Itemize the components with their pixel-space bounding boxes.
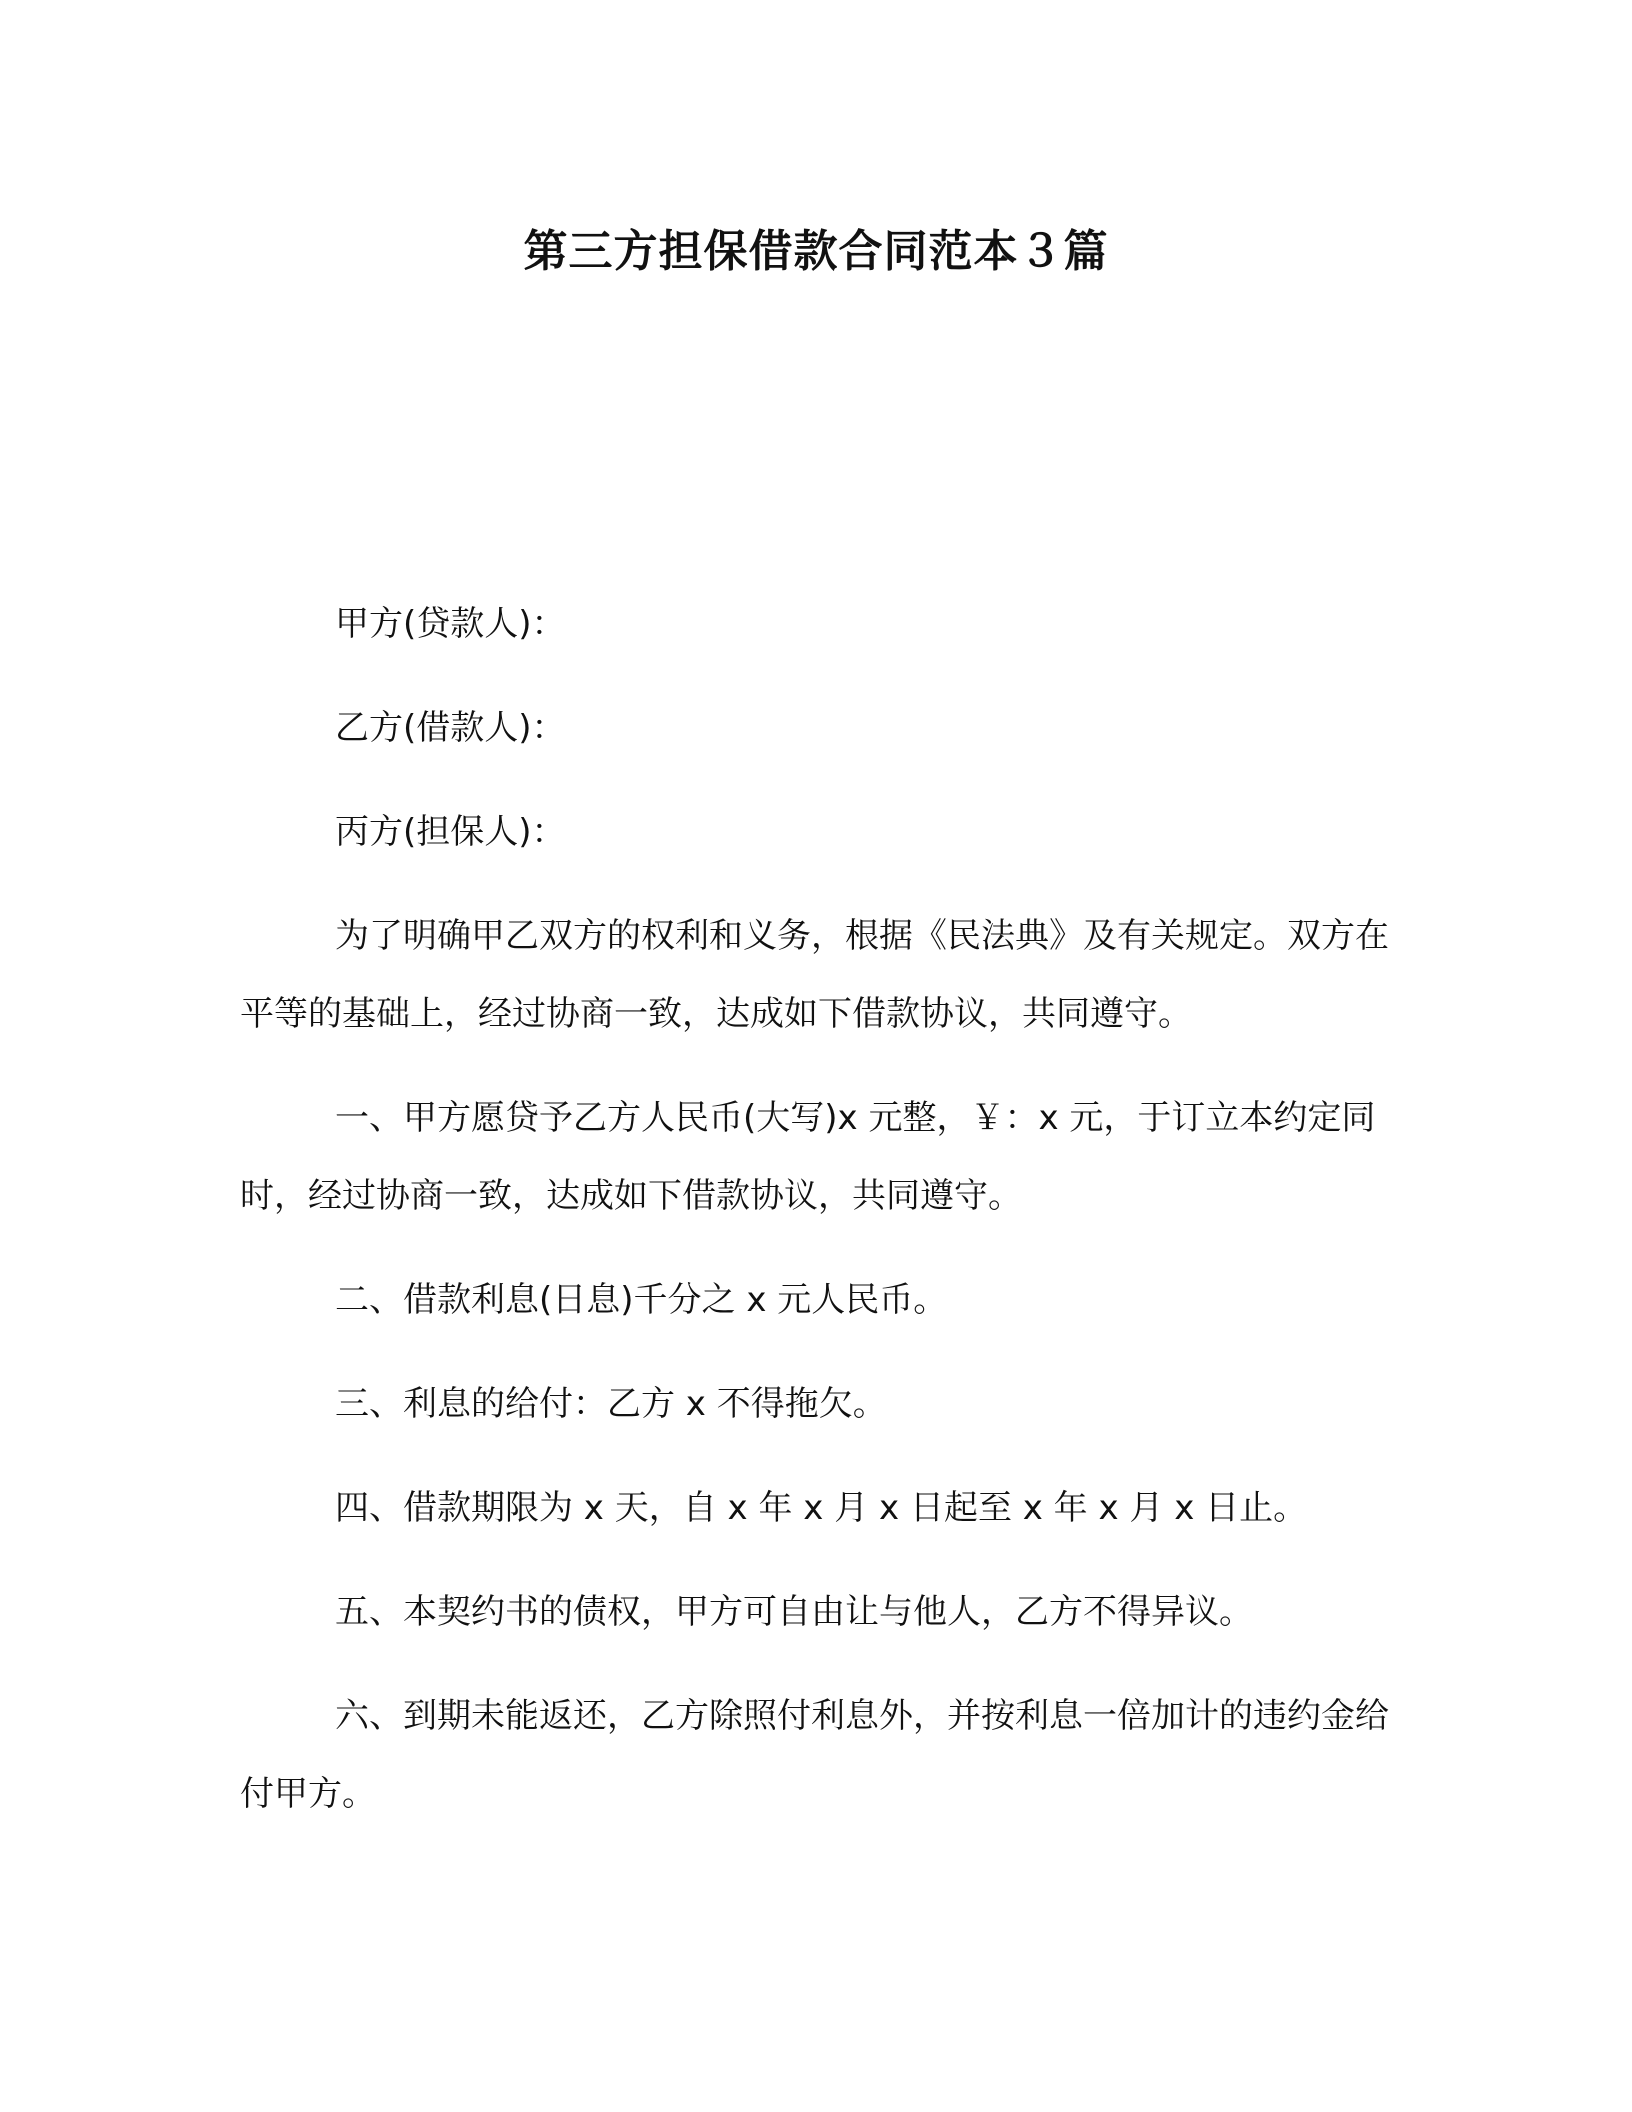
clause-4: 四、借款期限为 x 天，自 x 年 x 月 x 日起至 x 年 x 月 x 日止。 (335, 1488, 1308, 1528)
document-body (240, 585, 1400, 1833)
clause-6: 六、到期未能返还，乙方除照付利息外，并按利息一倍加计的违约金给付甲方。 (240, 1696, 1389, 1814)
clause-3: 三、利息的给付：乙方 x 不得拖欠。 (335, 1384, 887, 1424)
party-borrower: 乙方(借款人)： (335, 708, 566, 748)
party-guarantor: 丙方(担保人)： (335, 812, 566, 852)
document-title: 第三方担保借款合同范本３篇 (523, 226, 1109, 277)
clause-2: 二、借款利息(日息)千分之 x 元人民币。 (335, 1280, 948, 1320)
preamble-paragraph: 为了明确甲乙双方的权利和义务，根据《民法典》及有关规定。双方在平等的基础上，经过协商一致，达成如下借款协议，共同遵守。 (240, 916, 1389, 1034)
clause-1: 一、甲方愿贷予乙方人民币(大写)x 元整，￥：x 元，于订立本约定同时，经过协商一致，达成如下借款协议，共同遵守。 (240, 1098, 1376, 1216)
party-lender: 甲方(贷款人)： (335, 604, 566, 644)
clause-5: 五、本契约书的债权，甲方可自由让与他人，乙方不得异议。 (335, 1592, 1253, 1632)
